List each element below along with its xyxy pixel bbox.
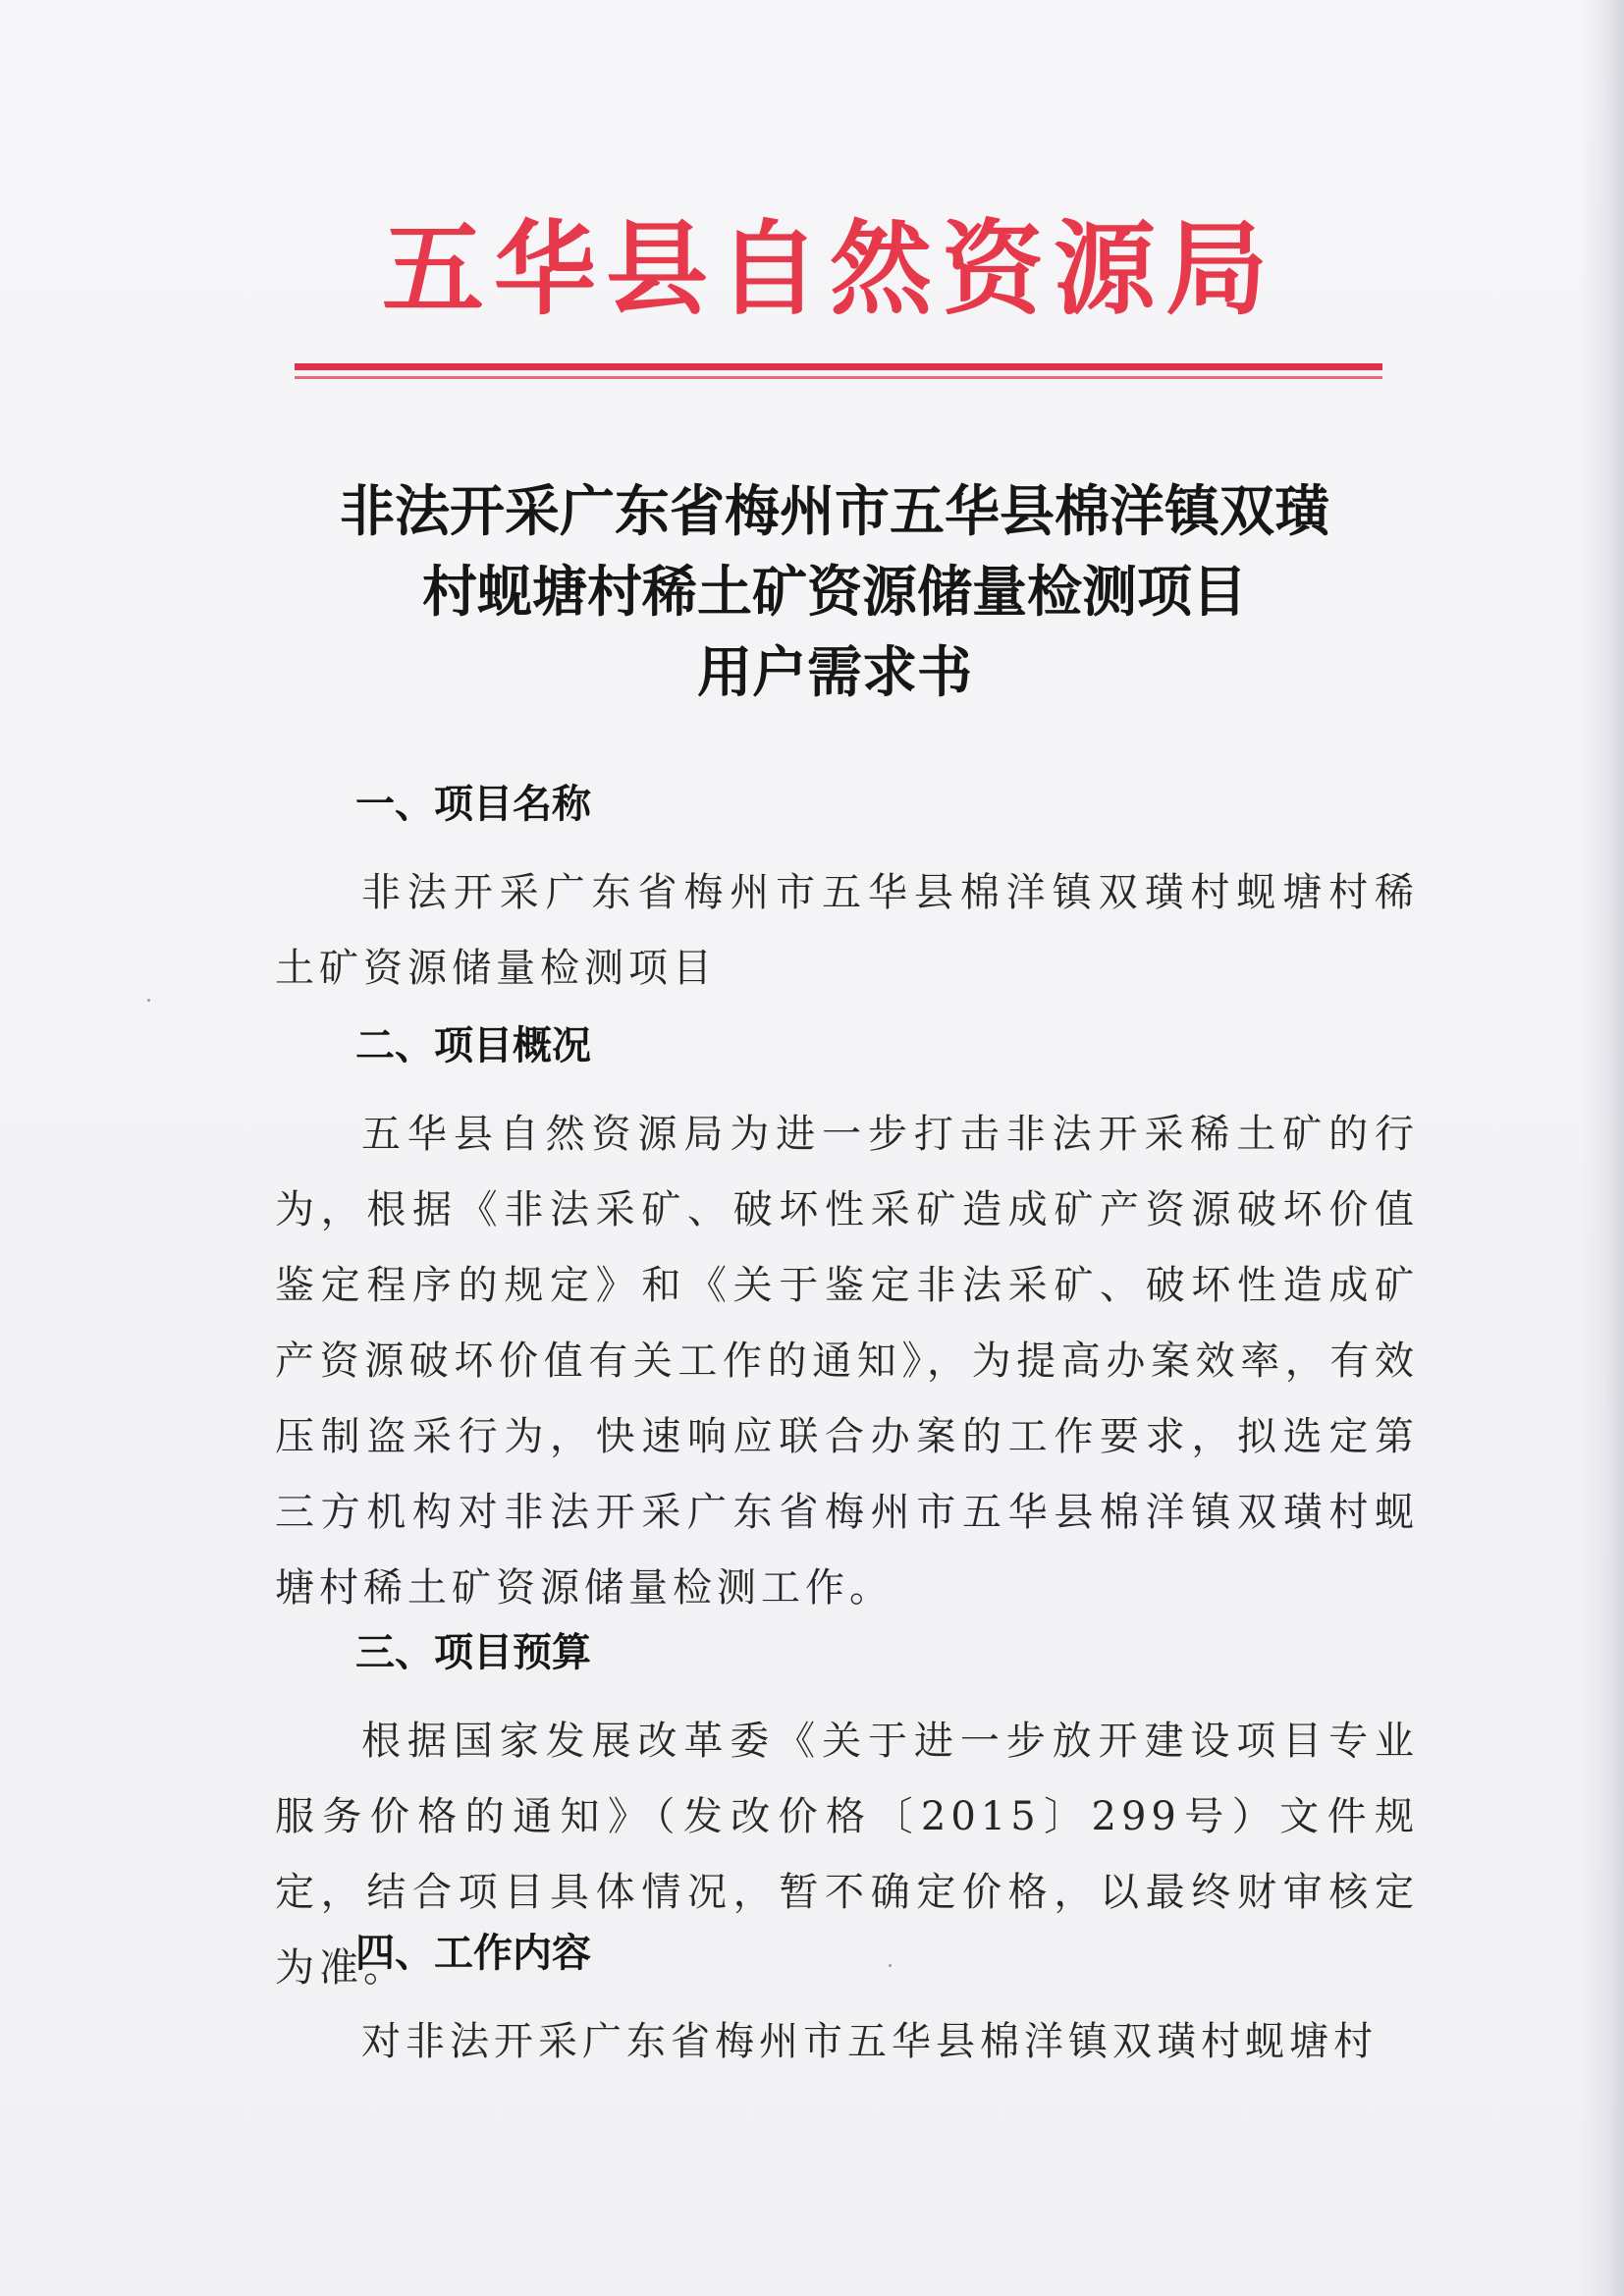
section-text-project-budget: 根据国家发展改革委《关于进一步放开建设项目专业服务价格的通知》（发改价格〔2015〕299号）文件规定，结合项目具体情况，暂不确定价格，以最终财审核定为准。 [275,1719,1419,1991]
letterhead-red-rule [295,363,1382,370]
document-title [226,471,1443,713]
document-title-line: 用户需求书 [697,640,972,705]
document-title-line: 非法开采广东省梅州市五华县棉洋镇双璜 [340,479,1329,544]
section-text-work-content: 对非法开采广东省梅州市五华县棉洋镇双璜村蚬塘村 [361,2019,1378,2064]
section-heading-project-budget: 三、项目预算 [355,1630,591,1675]
scan-speck [147,999,150,1002]
section-text-project-overview: 五华县自然资源局为进一步打击非法开采稀土矿的行为，根据《非法采矿、破坏性采矿造成矿产资源破坏价值鉴定程序的规定》和《关于鉴定非法采矿、破坏性造成矿产资源破坏价值有关工作的通知》，为提高办案效率，有效压制盗采行为，快速响应联合办案的工作要求，拟选定第三方机构对非法开采广东省梅州市五华县棉洋镇双璜村蚬塘村稀土矿资源储量检测工作。 [275,1112,1419,1611]
section-heading-project-overview: 二、项目概况 [355,1023,591,1068]
page-edge-shadow [1579,0,1624,2296]
document-title-line: 村蚬塘村稀土矿资源储量检测项目 [422,560,1247,625]
section-heading-project-name: 一、项目名称 [355,782,591,827]
letterhead-red-rule-thin [295,376,1382,379]
letterhead-agency-name: 五华县自然资源局 [381,208,1277,329]
section-text-project-name: 非法开采广东省梅州市五华县棉洋镇双璜村蚬塘村稀土矿资源储量检测项目 [275,870,1419,991]
section-heading-work-content: 四、工作内容 [355,1931,591,1976]
scan-speck [889,1964,892,1967]
